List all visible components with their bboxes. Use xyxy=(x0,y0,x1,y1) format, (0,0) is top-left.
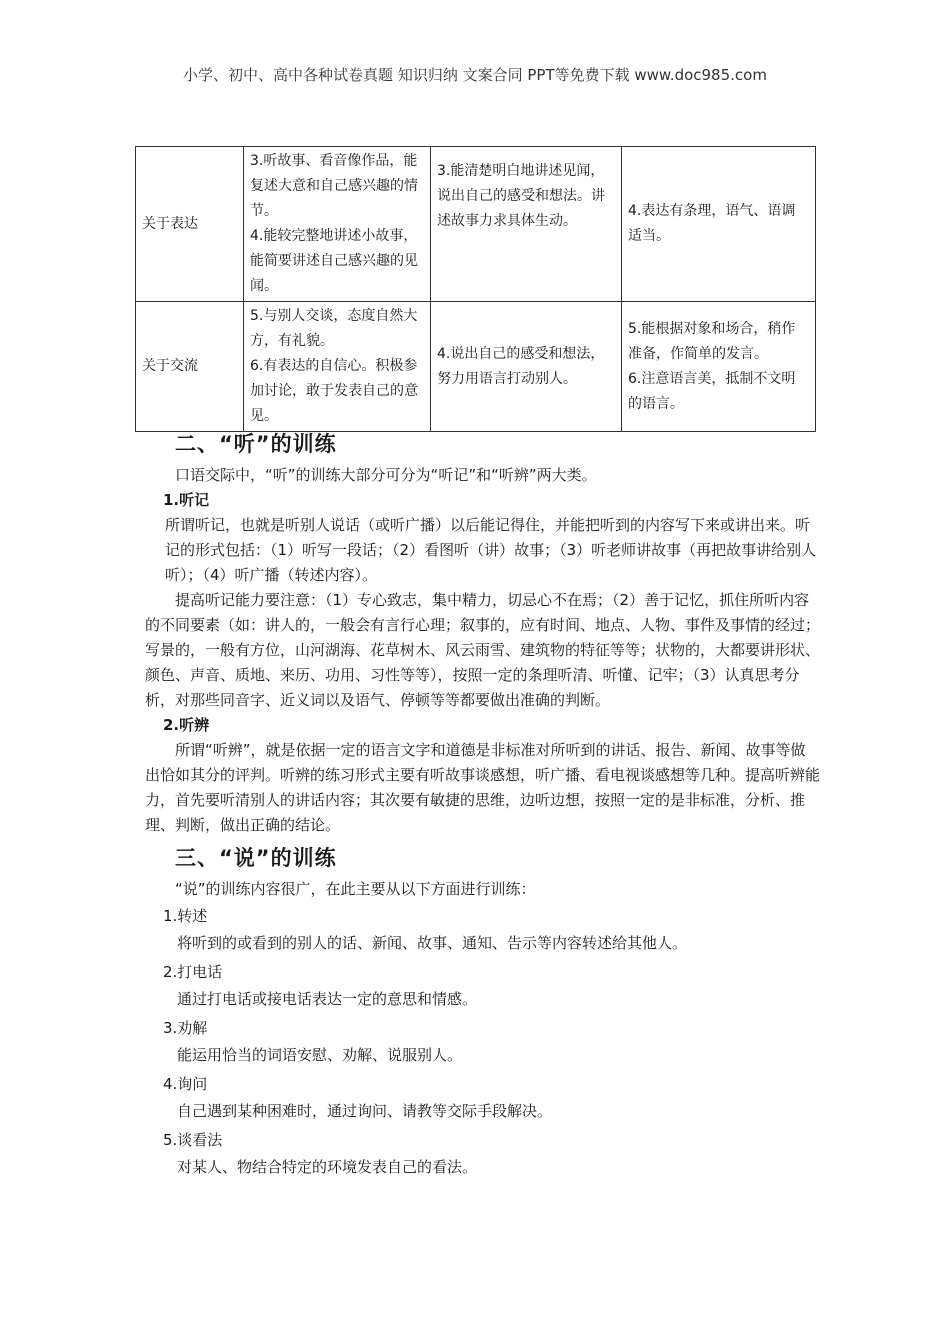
row-category: 关于表达 xyxy=(136,147,244,302)
curriculum-table xyxy=(135,146,816,432)
list-item-title: 3.劝解 xyxy=(163,1019,208,1037)
subheading: 1.听记 xyxy=(163,491,210,509)
grade-cell: 5.能根据对象和场合，稍作准备，作简单的发言。 6.注意语言美，抵制不文明的语言。 xyxy=(622,302,816,432)
paragraph: 口语交际中，“听”的训练大部分可分为“听记”和“听辨”两大类。 xyxy=(175,466,597,484)
list-item-title: 4.询问 xyxy=(163,1075,208,1093)
row-category: 关于交流 xyxy=(136,302,244,432)
list-item-text: 通过打电话或接电话表达一定的意思和情感。 xyxy=(177,990,478,1008)
list-item-title: 5.谈看法 xyxy=(163,1131,223,1149)
grade-cell: 3.能清楚明白地讲述见闻，说出自己的感受和想法。讲述故事力求具体生动。 xyxy=(431,147,622,302)
page-header: 小学、初中、高中各种试卷真题 知识归纳 文案合同 PPT等免费下载 www.doc985.com xyxy=(183,66,767,84)
section-heading: 三、“说”的训练 xyxy=(175,846,337,870)
table-row xyxy=(136,302,816,432)
paragraph: 提高听记能力要注意：（1）专心致志，集中精力，切忌心不在焉；（2）善于记忆，抓住所听内容的不同要素（如：讲人的，一般会有言行心理；叙事的，应有时间、地点、人物、事件及事情的经过；写景的，一般有方位，山河湖海、花草树木、风云雨雪、建筑物的特征等等；状物的，大都要讲形状、颜色、声音、质地、来历、功用、习性等等），按照一定的条理听清、听懂、记牢；（3）认真思考分析，对那些同音字、近义词以及语气、停顿等等都要做出准确的判断。 xyxy=(145,591,821,709)
list-item-title: 2.打电话 xyxy=(163,963,223,981)
grade-cell: 5.与别人交谈，态度自然大方，有礼貌。 6.有表达的自信心。积极参加讨论，敢于发表自己的意见。 xyxy=(244,302,431,432)
list-item-text: 对某人、物结合特定的环境发表自己的看法。 xyxy=(177,1158,478,1176)
table-row xyxy=(136,147,816,302)
grade-cell: 3.听故事、看音像作品，能复述大意和自己感兴趣的情节。 4.能较完整地讲述小故事，能简要讲述自己感兴趣的见闻。 xyxy=(244,147,431,302)
section-heading: 二、“听”的训练 xyxy=(175,432,337,456)
list-item-text: 将听到的或看到的别人的话、新闻、故事、通知、告示等内容转述给其他人。 xyxy=(177,934,688,952)
subheading: 2.听辨 xyxy=(163,716,210,734)
paragraph: “说”的训练内容很广，在此主要从以下方面进行训练： xyxy=(175,880,536,898)
list-item-title: 1.转述 xyxy=(163,907,208,925)
paragraph: 所谓听记，也就是听别人说话（或听广播）以后能记得住，并能把听到的内容写下来或讲出来。听记的形式包括：（1）听写一段话；（2）看图听（讲）故事；（3）听老师讲故事（再把故事讲给别人听）；（4）听广播（转述内容）。 xyxy=(165,516,817,584)
list-item-text: 能运用恰当的词语安慰、劝解、说服别人。 xyxy=(177,1046,463,1064)
grade-cell: 4.表达有条理，语气、语调适当。 xyxy=(622,147,816,302)
list-item-text: 自己遇到某种困难时，通过询问、请教等交际手段解决。 xyxy=(177,1102,553,1120)
paragraph: 所谓“听辨”，就是依据一定的语言文字和道德是非标准对所听到的讲话、报告、新闻、故事等做出恰如其分的评判。听辨的练习形式主要有听故事谈感想，听广播、看电视谈感想等几种。提高听辨能力，首先要听清别人的讲话内容；其次要有敏捷的思维，边听边想，按照一定的是非标准，分析、推理、判断，做出正确的结论。 xyxy=(145,741,821,834)
grade-cell: 4.说出自己的感受和想法，努力用语言打动别人。 xyxy=(431,302,622,432)
document-body xyxy=(145,430,820,1184)
